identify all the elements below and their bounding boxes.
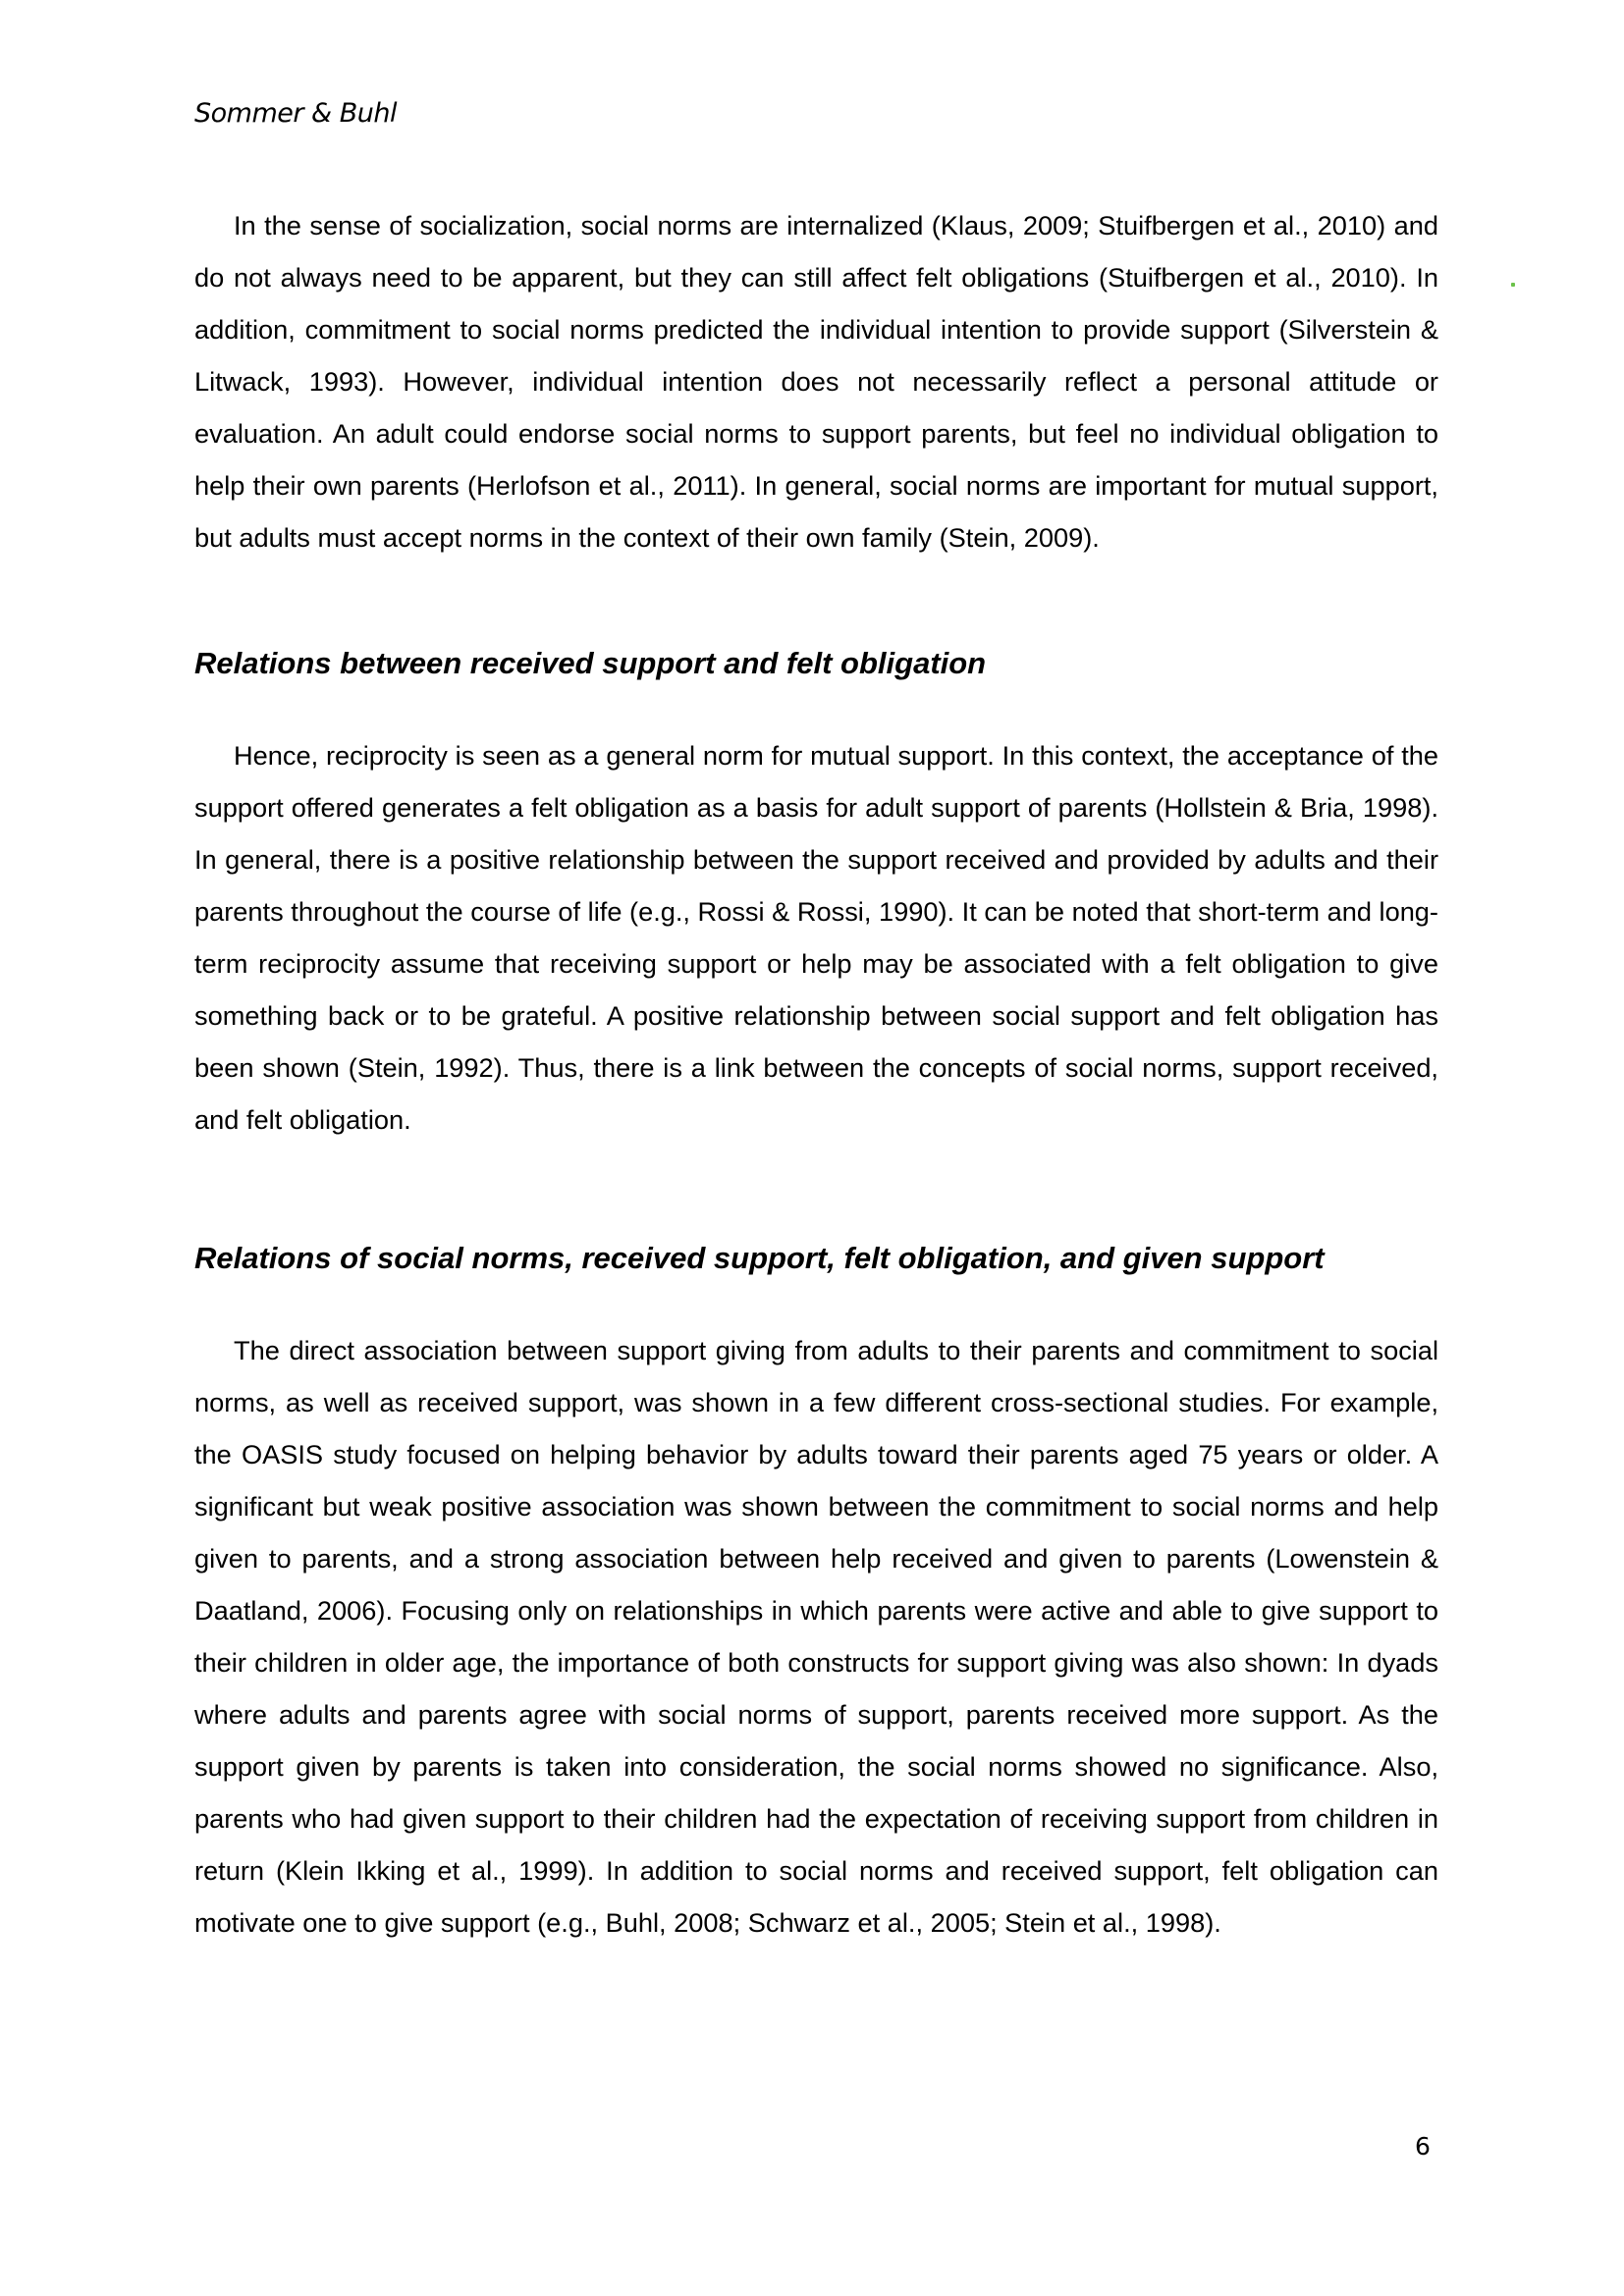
green-mark <box>1511 283 1515 287</box>
section-3 <box>194 1239 1438 1278</box>
running-head: Sommer & Buhl <box>194 98 397 129</box>
section-heading-3: Relations of social norms, received support, felt obligation, and given support <box>194 1241 1325 1275</box>
section-heading-2: Relations between received support and felt obligation <box>194 646 987 680</box>
section-2-body <box>194 729 1438 1146</box>
section-1 <box>194 199 1438 563</box>
section-3-body <box>194 1324 1438 1949</box>
page-number: 6 <box>1415 2132 1431 2161</box>
paragraph-3: The direct association between support giving from adults to their parents and commitment to social norms, as well as received support, was shown in a few different cross-sectional studies. For example, the OASIS study focused on helping behavior by adults toward their parents aged 75 years or older. A significant but weak positive association was shown between the commitment to social norms and help given to parents, and a strong association between help received and given to parents (Lowenstein & Daatland, 2006). Focusing only on relationships in which parents were active and able to give support to their children in older age, the importance of both constructs for support giving was also shown: In dyads where adults and parents agree with social norms of support, parents received more support. As the support given by parents is taken into consideration, the social norms showed no significance. Also, parents who had given support to their children had the expectation of receiving support from children in return (Klein Ikking et al., 1999). In addition to social norms and received support, felt obligation can motivate one to give support (e.g., Buhl, 2008; Schwarz et al., 2005; Stein et al., 1998). <box>194 1335 1438 1938</box>
paragraph-2: Hence, reciprocity is seen as a general norm for mutual support. In this context, the acceptance of the support offered generates a felt obligation as a basis for adult support of parents (Hollstein & Bria, 1998). In general, there is a positive relationship between the support received and provided by adults and their parents throughout the course of life (e.g., Rossi & Rossi, 1990). It can be noted that short-term and long-term reciprocity assume that receiving support or help may be associated with a felt obligation to give something back or to be grateful. A positive relationship between social support and felt obligation has been shown (Stein, 1992). Thus, there is a link between the concepts of social norms, support received, and felt obligation. <box>194 740 1438 1135</box>
section-2 <box>194 644 1438 683</box>
paragraph-1: In the sense of socialization, social norms are internalized (Klaus, 2009; Stuifbergen et al., 2010) and do not always need to be apparent, but they can still affect felt obligations (Stuifbergen et al., 2010). In addition, commitment to social norms predicted the individual intention to provide support (Silverstein & Litwack, 1993). However, individual intention does not necessarily reflect a personal attitude or evaluation. An adult could endorse social norms to support parents, but feel no individual obligation to help their own parents (Herlofson et al., 2011). In general, social norms are important for mutual support, but adults must accept norms in the context of their own family (Stein, 2009). <box>194 210 1438 553</box>
